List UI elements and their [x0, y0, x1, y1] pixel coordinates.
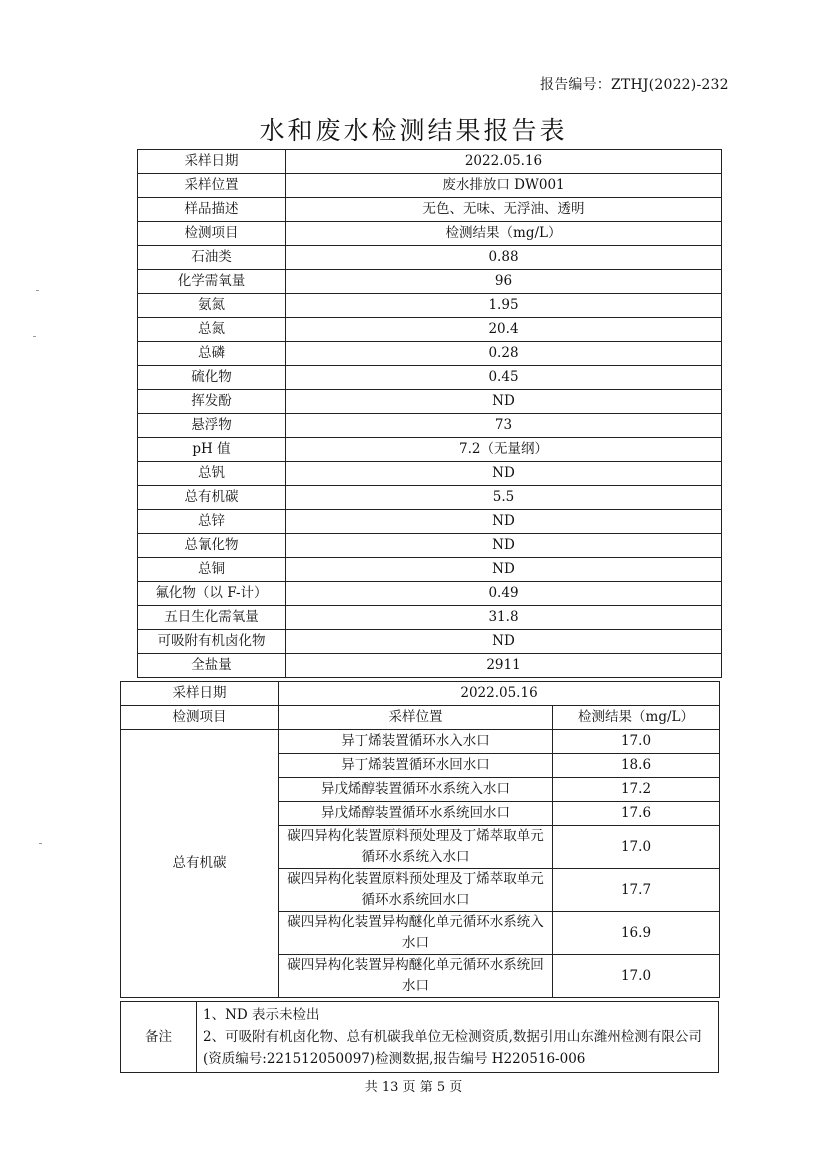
sampling-date-label: 采样日期	[121, 682, 279, 706]
item-value: ND	[286, 558, 722, 582]
item-value: 7.2（无量纲）	[286, 438, 722, 462]
scan-mark	[39, 843, 42, 844]
notes-content	[197, 1002, 719, 1073]
table-row	[138, 222, 722, 246]
item-value: 2022.05.16	[286, 150, 722, 174]
item-value: ND	[286, 462, 722, 486]
sampling-location: 异戊烯醇装置循环水系统回水口	[279, 802, 553, 826]
table-row	[138, 366, 722, 390]
item-name: 氟化物（以 F-计）	[138, 582, 286, 606]
sampling-location: 异丁烯装置循环水回水口	[279, 754, 553, 778]
item-name: 总氮	[138, 318, 286, 342]
item-header: 检测项目	[121, 706, 279, 730]
table-row	[138, 630, 722, 654]
item-value: ND	[286, 534, 722, 558]
item-value: 检测结果（mg/L）	[286, 222, 722, 246]
item-value: 31.8	[286, 606, 722, 630]
item-name: 五日生化需氧量	[138, 606, 286, 630]
table-row	[138, 582, 722, 606]
item-value: 20.4	[286, 318, 722, 342]
item-value: 0.88	[286, 246, 722, 270]
item-value: 1.95	[286, 294, 722, 318]
note-line: 1、ND 表示未检出	[203, 1007, 320, 1023]
item-name: 石油类	[138, 246, 286, 270]
result-value: 17.0	[553, 826, 720, 869]
table-row	[138, 414, 722, 438]
table-row	[138, 270, 722, 294]
report-number	[540, 74, 729, 94]
item-value: 0.28	[286, 342, 722, 366]
item-name: pH 值	[138, 438, 286, 462]
item-name: 总铜	[138, 558, 286, 582]
table-row	[138, 486, 722, 510]
table-row	[138, 462, 722, 486]
sampling-location: 碳四异构化装置异构醚化单元循环水系统入水口	[279, 912, 553, 955]
item-value: 2911	[286, 654, 722, 678]
item-name: 采样位置	[138, 174, 286, 198]
table-row	[138, 558, 722, 582]
table-row	[138, 294, 722, 318]
result-value: 17.7	[553, 869, 720, 912]
location-header: 采样位置	[279, 706, 553, 730]
sampling-date-value: 2022.05.16	[279, 682, 720, 706]
scan-mark	[36, 290, 39, 291]
report-number-value: ZTHJ(2022)-	[611, 77, 702, 93]
sampling-location: 异丁烯装置循环水入水口	[279, 730, 553, 754]
item-value: 5.5	[286, 486, 722, 510]
table-row	[138, 606, 722, 630]
note-line: 2、可吸附有机卤化物、总有机碳我单位无检测资质,数据引用山东潍州检测有限公司(资质编号:221512050097)检测数据,报告编号 H220516-006	[203, 1029, 702, 1067]
table-row	[138, 438, 722, 462]
sampling-location: 碳四异构化装置原料预处理及丁烯萃取单元循环水系统入水口	[279, 826, 553, 869]
item-value: 无色、无味、无浮油、透明	[286, 198, 722, 222]
result-value: 18.6	[553, 754, 720, 778]
toc-table	[120, 681, 720, 998]
item-value: 0.45	[286, 366, 722, 390]
table-row	[138, 246, 722, 270]
item-name: 样品描述	[138, 198, 286, 222]
table-row	[121, 682, 720, 706]
notes-label: 备注	[121, 1002, 197, 1073]
item-name: 氨氮	[138, 294, 286, 318]
report-number-label: 报告编号：	[540, 77, 611, 93]
item-name: 总氰化物	[138, 534, 286, 558]
item-name: 全盐量	[138, 654, 286, 678]
sampling-location: 碳四异构化装置异构醚化单元循环水系统回水口	[279, 955, 553, 998]
item-name: 检测项目	[138, 222, 286, 246]
table-row	[138, 510, 722, 534]
table-row	[138, 654, 722, 678]
result-value: 17.6	[553, 802, 720, 826]
notes-table	[120, 1001, 719, 1073]
item-name: 总有机碳	[121, 730, 279, 998]
results-table	[137, 149, 722, 678]
result-value: 17.0	[553, 730, 720, 754]
table-row	[138, 174, 722, 198]
result-header: 检测结果（mg/L）	[553, 706, 720, 730]
report-number-suffix: 232	[701, 77, 729, 93]
sampling-location: 异戊烯醇装置循环水系统入水口	[279, 778, 553, 802]
table-row	[138, 150, 722, 174]
item-name: 悬浮物	[138, 414, 286, 438]
result-value: 17.2	[553, 778, 720, 802]
page-footer: 共 13 页 第 5 页	[364, 1080, 463, 1095]
item-name: 化学需氧量	[138, 270, 286, 294]
table-row	[121, 1002, 719, 1073]
item-value: ND	[286, 510, 722, 534]
item-value: ND	[286, 390, 722, 414]
item-value: 废水排放口 DW001	[286, 174, 722, 198]
table-row	[121, 706, 720, 730]
item-name: 总有机碳	[138, 486, 286, 510]
table-row	[138, 198, 722, 222]
scan-mark	[33, 336, 36, 337]
item-name: 总锌	[138, 510, 286, 534]
item-name: 总钒	[138, 462, 286, 486]
result-value: 16.9	[553, 912, 720, 955]
table-row	[138, 390, 722, 414]
item-name: 挥发酚	[138, 390, 286, 414]
item-name: 硫化物	[138, 366, 286, 390]
item-name: 总磷	[138, 342, 286, 366]
table-row	[121, 730, 720, 754]
item-value: 73	[286, 414, 722, 438]
page-title: 水和废水检测结果报告表	[259, 116, 568, 145]
sampling-location: 碳四异构化装置原料预处理及丁烯萃取单元循环水系统回水口	[279, 869, 553, 912]
item-value: 0.49	[286, 582, 722, 606]
table-row	[138, 342, 722, 366]
table-row	[138, 534, 722, 558]
item-value: 96	[286, 270, 722, 294]
item-name: 采样日期	[138, 150, 286, 174]
item-value: ND	[286, 630, 722, 654]
result-value: 17.0	[553, 955, 720, 998]
item-name: 可吸附有机卤化物	[138, 630, 286, 654]
table-row	[138, 318, 722, 342]
